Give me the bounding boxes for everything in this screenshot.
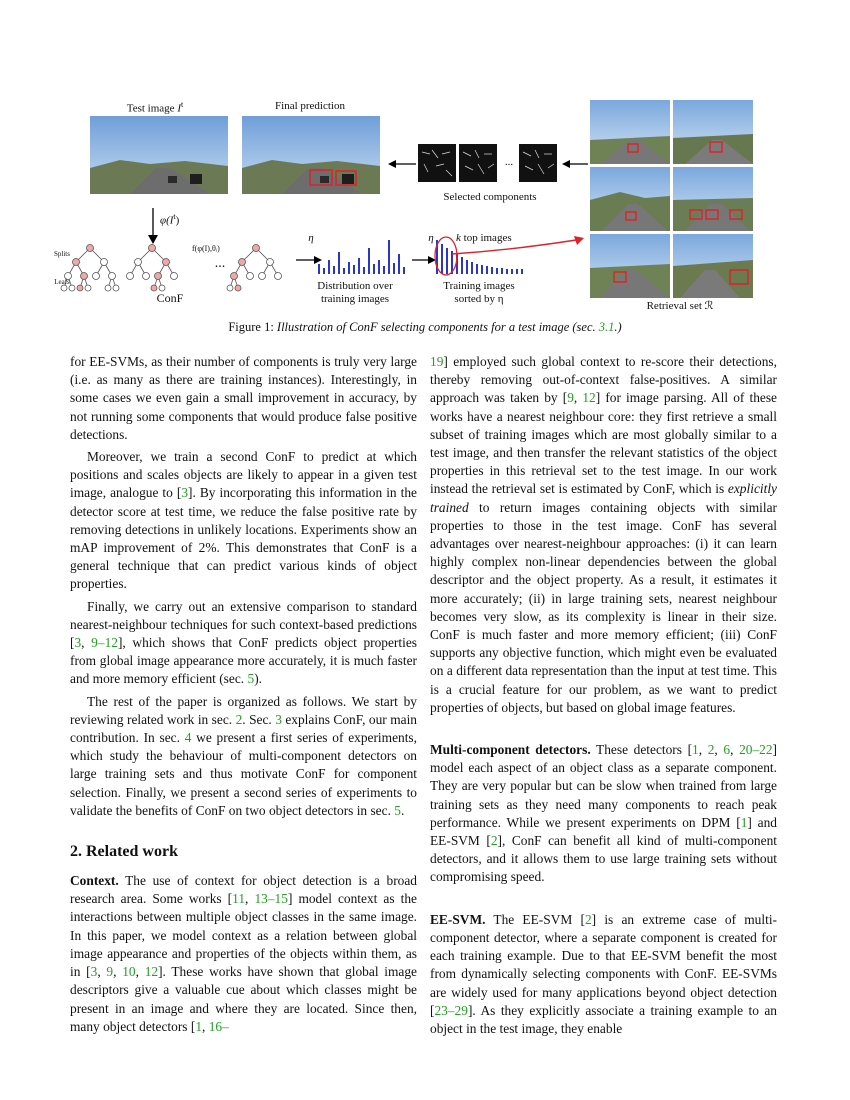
sorted-label: Training images sorted by η (443, 280, 515, 305)
selected-components-label: Selected components (443, 191, 537, 203)
paragraph: Finally, we carry out an extensive comparison to standard nearest-neighbour techniques for such context-based predictions [3, 9–12], which shows that ConF predicts object properties from global image appearance more accurately, it is much faster and more memory efficient (sec. 5). (70, 598, 417, 687)
selected-components: ... (418, 144, 560, 184)
final-prediction-label: Final prediction (275, 100, 345, 112)
paragraph: Multi-component detectors. These detectors [1, 2, 6, 20–22] model each aspect of an object class as a separate component. They are very popular but can be slow when trained from large training sets as they need many components to reach peak performance. While we present experiments on DPM [1] and EE-SVM [2], ConF can benefit all kind of multi-component detectors, and it allows them to use large training sets without compromising speed. (430, 742, 778, 885)
paragraph: 19] employed such global context to re-score their detections, thereby removing out-of-context false-positives. A similar approach was taken by [9, 12] for image parsing. All of these works have a nearest neighbour core: they first retrieve a small subset of training images which are most globally similar to a test image, and then transfer the relevant statistics of the object properties in this retrieval set to the test image. In our work instead the retrieval set is estimated by ConF, which is explicitly trained to return images containing objects with similar properties to those in the test image. ConF has several advantages over nearest-neighbour approaches: (i) it can learn highly complex non-linear dependencies between the global descriptor and the object property. As a result, it estimates it more accurately; (ii) in large training sets, nearest neighbour becomes very slow, as its complexity is linear in their size. ConF is much faster and more memory efficient; (iii) ConF supports any objective function, which might even be evaluated on a different data representation than the input at test time. This is a crucial feature for our problem, as we want to predict properties of objects, but based on global image features. (430, 354, 778, 715)
left-column (70, 353, 417, 1036)
caption-ref[interactable]: 3.1 (598, 320, 615, 334)
eta-label-sorted: η (428, 232, 434, 244)
retrieval-set-label: Retrieval set ℛ (646, 300, 714, 312)
eta-label-dist: η (308, 232, 314, 244)
distribution-bars (316, 234, 412, 276)
paragraph: for EE-SVMs, as their number of components is truly very large (i.e. as many as there are training instances). Interestingly, in some cases we even gain a small improvement in accuracy, by not running some components that would produce false positive detections. (70, 354, 417, 442)
k-top-label: k top images (456, 232, 512, 244)
leafs-label: Leafs (54, 278, 70, 286)
figure-caption: Figure 1: Illustration of ConF selecting components for a test image (sec. 3.1.) (228, 320, 622, 334)
phi-label: $\varphi(I^t)$ (160, 212, 180, 227)
section-title: 2. Related work (70, 843, 178, 861)
forest-ellipsis: ... (214, 256, 226, 271)
arrow-down (146, 208, 160, 244)
test-image (90, 116, 228, 194)
paragraph: The rest of the paper is organized as follows. We start by reviewing related work in sec. 2. Sec. 3 explains ConF, our main contribution. In sec. 4 we present a first series of experiments, which study the behaviour of multi-component detectors on large training sets and thus motivate ConF for component selection. Finally, we present a second series of experiments to validate the benefits of ConF on two object detectors in sec. 5. (70, 693, 417, 818)
figure-1 (54, 96, 790, 318)
paragraph: Context. The use of context for object detection is a broad research area. Some works [11, 13–15] model context as the interactions between multiple object classes in the same image. In this paper, we model context as a relation between global image appearance and properties of the objects within them, as in [3, 9, 10, 12]. These works have shown that global image descriptors give a valuable cue about which classes might be present in an image and where they are located. Since then, many object detectors [1, 16– (70, 873, 417, 1034)
splits-label: Splits (54, 250, 70, 258)
distribution-label: Distribution over training images (317, 280, 393, 305)
arrow-to-sorted (412, 254, 436, 266)
retrieval-set-grid (590, 100, 760, 300)
conf-label: ConF (156, 291, 184, 305)
arrow-to-components (562, 158, 590, 170)
paragraph: EE-SVM. The EE-SVM [2] is an extreme case of multi-component detector, where a separate component is created for each training example. Due to that EE-SVM benefit the most from dynamically selecting components with ConF. EE-SVMs are widely used for many applications beyond object detection [23–29]. As they explicitly associate a training example to an object in the test image, they enable (430, 911, 777, 1036)
paragraph: Moreover, we train a second ConF to predict at which positions and scales objects are likely to appear in a given test image, analogue to [3]. By incorporating this information in the detector score at test time, we reduce the false positive rate by removing detections in unlikely locations. Experiments show an mAP improvement of 2%. This demonstrates that ConF is a general technique that can predict various kinds of object properties. (70, 449, 417, 592)
split-fn-label: f(φ(I),θᵢ) (192, 244, 220, 253)
test-image-label: Test image $I^t$ (126, 100, 184, 115)
arrow-to-retrieval (452, 236, 586, 260)
right-column (430, 353, 777, 1038)
arrow-to-final (388, 158, 418, 170)
final-prediction-image (242, 116, 380, 194)
